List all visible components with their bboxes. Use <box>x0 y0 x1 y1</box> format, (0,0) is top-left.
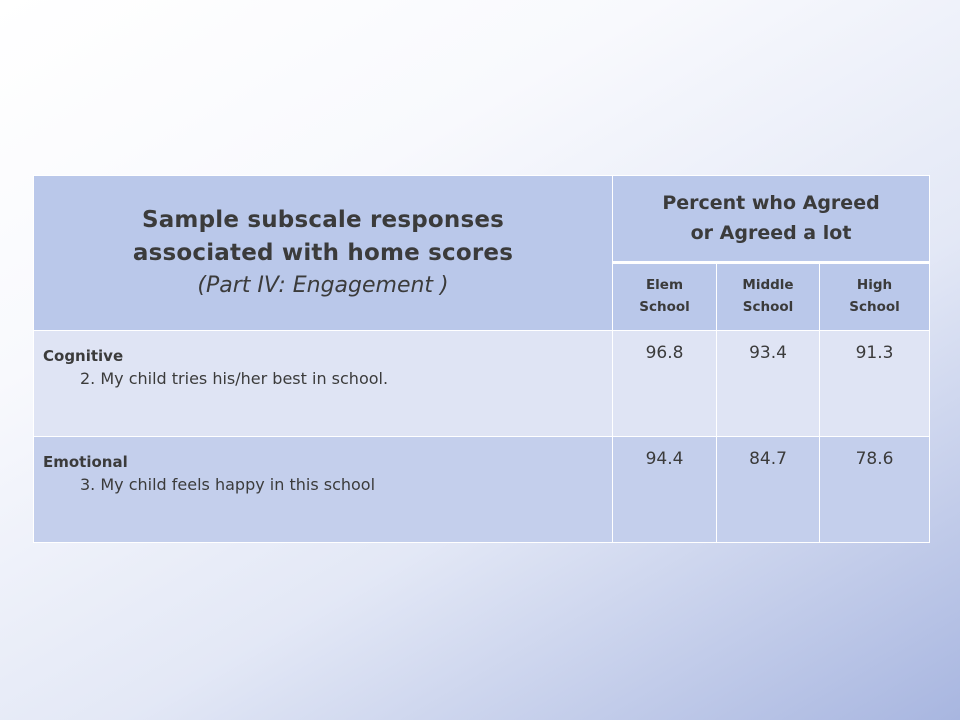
column-header-line1: High <box>856 277 893 294</box>
percent-header-line2: or Agreed a lot <box>690 221 852 244</box>
column-header-elem-school <box>613 263 717 331</box>
table-title-cell <box>34 176 613 331</box>
row-description-cell <box>34 437 613 543</box>
value-cell-high: 78.6 <box>820 437 930 543</box>
value-cell-middle: 84.7 <box>717 437 820 543</box>
row-item-text: 3. My child feels happy in this school <box>80 474 376 494</box>
table-row-cognitive <box>34 331 930 437</box>
table-title-line1: Sample subscale responses <box>141 207 505 234</box>
row-description-cell <box>34 331 613 437</box>
column-header-line1: Middle <box>742 277 794 294</box>
column-header-line2: School <box>639 299 690 315</box>
percent-header-line1: Percent who Agreed <box>662 192 880 215</box>
value-cell-elem: 96.8 <box>613 331 717 437</box>
column-header-line2: School <box>742 299 794 315</box>
column-header-line2: School <box>849 299 900 315</box>
engagement-table <box>33 175 930 543</box>
value-cell-elem: 94.4 <box>613 437 717 543</box>
column-header-high-school <box>820 263 930 331</box>
table-title-line3: (Part IV: Engagement ) <box>197 273 449 299</box>
row-category-label: Cognitive <box>43 347 124 365</box>
table-title-line2: associated with home scores <box>132 240 514 267</box>
percent-header-cell <box>613 176 930 263</box>
table-row-emotional <box>34 437 930 543</box>
column-header-middle-school <box>717 263 820 331</box>
row-category-label: Emotional <box>43 453 128 471</box>
value-cell-middle: 93.4 <box>717 331 820 437</box>
value-cell-high: 91.3 <box>820 331 930 437</box>
column-header-line1: Elem <box>645 277 684 294</box>
row-item-text: 2. My child tries his/her best in school. <box>80 368 389 388</box>
